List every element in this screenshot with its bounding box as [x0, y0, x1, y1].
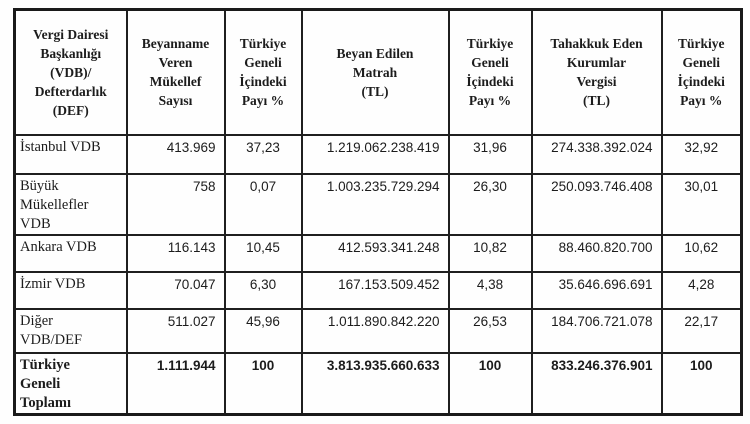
cell-taxpayer-count-total: 1.111.944	[127, 353, 225, 415]
header-row	[15, 10, 742, 135]
cell-share-pct-3: 4,28	[662, 272, 742, 309]
cell-accrued-tax: 250.093.746.408	[532, 174, 662, 235]
row-label: İzmir VDB	[15, 272, 127, 309]
cell-taxpayer-count: 70.047	[127, 272, 225, 309]
row-label: İstanbul VDB	[15, 135, 127, 174]
cell-share-pct-2: 26,30	[449, 174, 532, 235]
column-header-share-pct-1: Türkiye Geneli İçindeki Payı %	[225, 10, 302, 135]
cell-share-pct-1: 6,30	[225, 272, 302, 309]
cell-share-pct-2: 4,38	[449, 272, 532, 309]
cell-taxpayer-count: 511.027	[127, 309, 225, 353]
table-row-istanbul-vdb	[15, 135, 742, 174]
cell-accrued-tax: 274.338.392.024	[532, 135, 662, 174]
cell-share-pct-3: 30,01	[662, 174, 742, 235]
table-row-buyuk-mukellefler-vdb	[15, 174, 742, 235]
cell-share-pct-1: 37,23	[225, 135, 302, 174]
cell-share-pct-2: 10,82	[449, 235, 532, 272]
cell-declared-base: 1.011.890.842.220	[302, 309, 449, 353]
column-header-tax-office: Vergi Dairesi Başkanlığı (VDB)/ Defterdarlık (DEF)	[15, 10, 127, 135]
cell-share-pct-1: 45,96	[225, 309, 302, 353]
cell-declared-base: 1.219.062.238.419	[302, 135, 449, 174]
cell-accrued-tax-total: 833.246.376.901	[532, 353, 662, 415]
cell-declared-base: 412.593.341.248	[302, 235, 449, 272]
row-label: Ankara VDB	[15, 235, 127, 272]
row-label-total: Türkiye Geneli Toplamı	[15, 353, 127, 415]
table-row-turkiye-geneli-toplami	[15, 353, 742, 415]
cell-declared-base: 167.153.509.452	[302, 272, 449, 309]
cell-accrued-tax: 35.646.696.691	[532, 272, 662, 309]
column-header-share-pct-3: Türkiye Geneli İçindeki Payı %	[662, 10, 742, 135]
cell-declared-base-total: 3.813.935.660.633	[302, 353, 449, 415]
cell-share-pct-3: 10,62	[662, 235, 742, 272]
cell-accrued-tax: 184.706.721.078	[532, 309, 662, 353]
row-label: Büyük Mükellefler VDB	[15, 174, 127, 235]
row-label: Diğer VDB/DEF	[15, 309, 127, 353]
corporate-tax-by-tax-office-table	[13, 8, 743, 416]
cell-share-pct-1: 0,07	[225, 174, 302, 235]
table-row-diger-vdb-def	[15, 309, 742, 353]
cell-taxpayer-count: 758	[127, 174, 225, 235]
cell-share-pct-1: 10,45	[225, 235, 302, 272]
cell-share-pct-1-total: 100	[225, 353, 302, 415]
cell-taxpayer-count: 413.969	[127, 135, 225, 174]
table-row-izmir-vdb	[15, 272, 742, 309]
cell-accrued-tax: 88.460.820.700	[532, 235, 662, 272]
column-header-share-pct-2: Türkiye Geneli İçindeki Payı %	[449, 10, 532, 135]
cell-share-pct-3-total: 100	[662, 353, 742, 415]
cell-share-pct-2-total: 100	[449, 353, 532, 415]
column-header-declared-base: Beyan Edilen Matrah (TL)	[302, 10, 449, 135]
table-row-ankara-vdb	[15, 235, 742, 272]
cell-share-pct-3: 32,92	[662, 135, 742, 174]
column-header-taxpayer-count: Beyanname Veren Mükellef Sayısı	[127, 10, 225, 135]
cell-declared-base: 1.003.235.729.294	[302, 174, 449, 235]
column-header-accrued-tax: Tahakkuk Eden Kurumlar Vergisi (TL)	[532, 10, 662, 135]
cell-share-pct-2: 26,53	[449, 309, 532, 353]
cell-share-pct-2: 31,96	[449, 135, 532, 174]
cell-share-pct-3: 22,17	[662, 309, 742, 353]
cell-taxpayer-count: 116.143	[127, 235, 225, 272]
